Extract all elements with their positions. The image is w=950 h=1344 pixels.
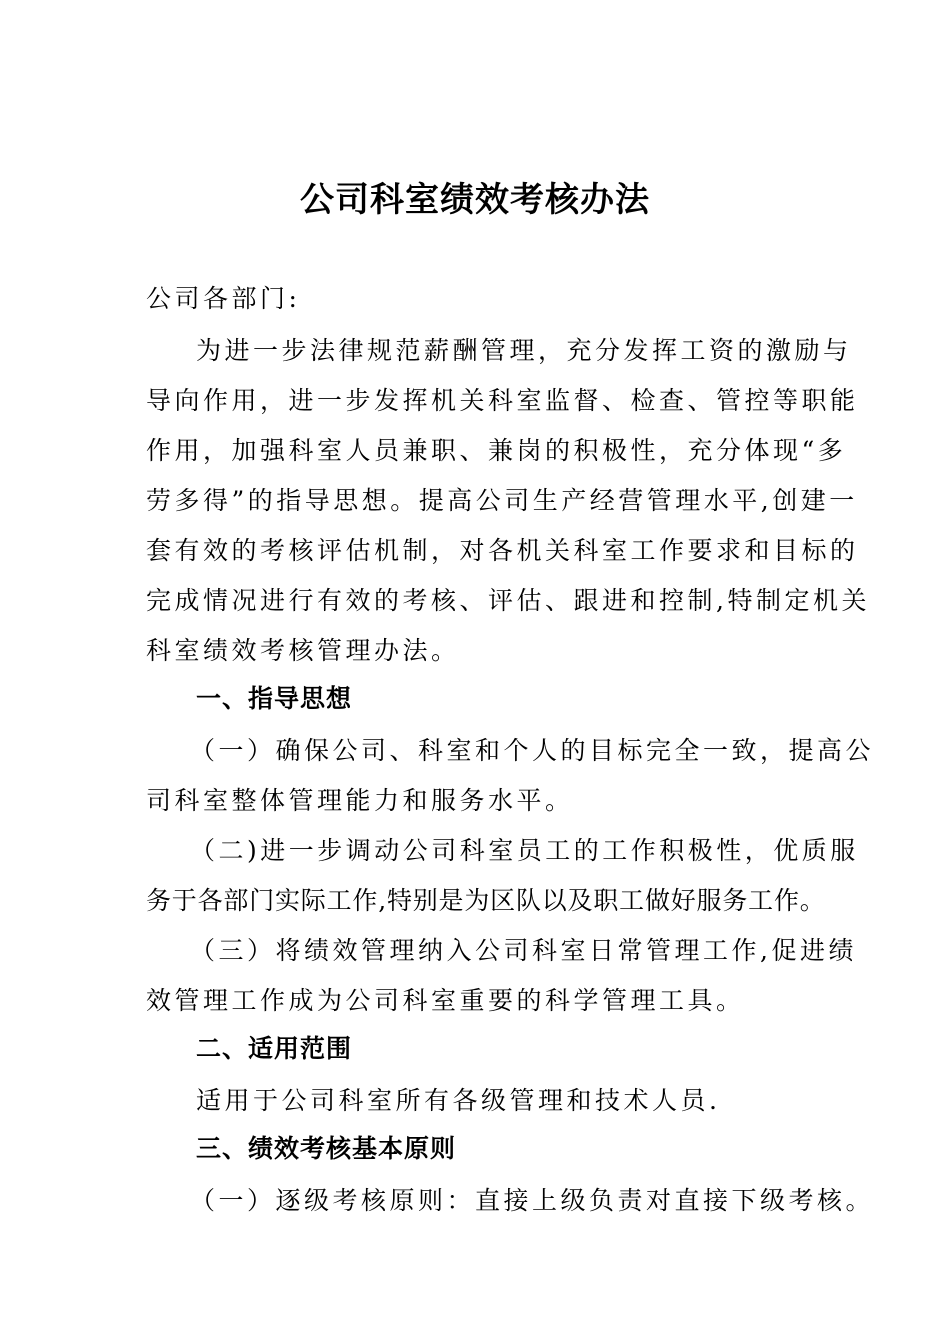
- section1-item2-line: 务于各部门实际工作,特别是为区队以及职工做好服务工作。: [146, 886, 826, 915]
- section-heading-scope: 二、适用范围: [196, 1034, 353, 1063]
- intro-line: 作用，加强科室人员兼职、兼岗的积极性，充分体现“多: [146, 436, 847, 465]
- section1-item3-line: 效管理工作成为公司科室重要的科学管理工具。: [146, 986, 745, 1015]
- intro-line: 劳多得”的指导思想。提高公司生产经营管理水平,创建一: [146, 486, 858, 515]
- section1-item1-line: （一）确保公司、科室和个人的目标完全一致，提高公: [190, 736, 875, 765]
- section-heading-principles: 三、绩效考核基本原则: [196, 1134, 457, 1163]
- section1-item2-line: （二)进一步调动公司科室员工的工作积极性，优质服: [190, 836, 859, 865]
- section3-item1: （一）逐级考核原则：直接上级负责对直接下级考核。: [190, 1186, 875, 1215]
- intro-line: 为进一步法律规范薪酬管理，充分发挥工资的激励与: [196, 336, 852, 365]
- salutation: 公司各部门:: [146, 284, 301, 313]
- document-title: 公司科室绩效考核办法: [300, 180, 650, 220]
- section-heading-guiding-ideology: 一、指导思想: [196, 684, 353, 713]
- intro-line: 套有效的考核评估机制，对各机关科室工作要求和目标的: [146, 536, 859, 565]
- intro-line: 导向作用，进一步发挥机关科室监督、检查、管控等职能: [146, 386, 859, 415]
- section2-text: 适用于公司科室所有各级管理和技术人员.: [196, 1086, 721, 1115]
- section1-item3-line: （三）将绩效管理纳入公司科室日常管理工作,促进绩: [190, 936, 857, 965]
- section1-item1-line: 司科室整体管理能力和服务水平。: [146, 786, 574, 815]
- intro-line: 科室绩效考核管理办法。: [146, 636, 460, 665]
- intro-line: 完成情况进行有效的考核、评估、跟进和控制,特制定机关: [146, 586, 870, 615]
